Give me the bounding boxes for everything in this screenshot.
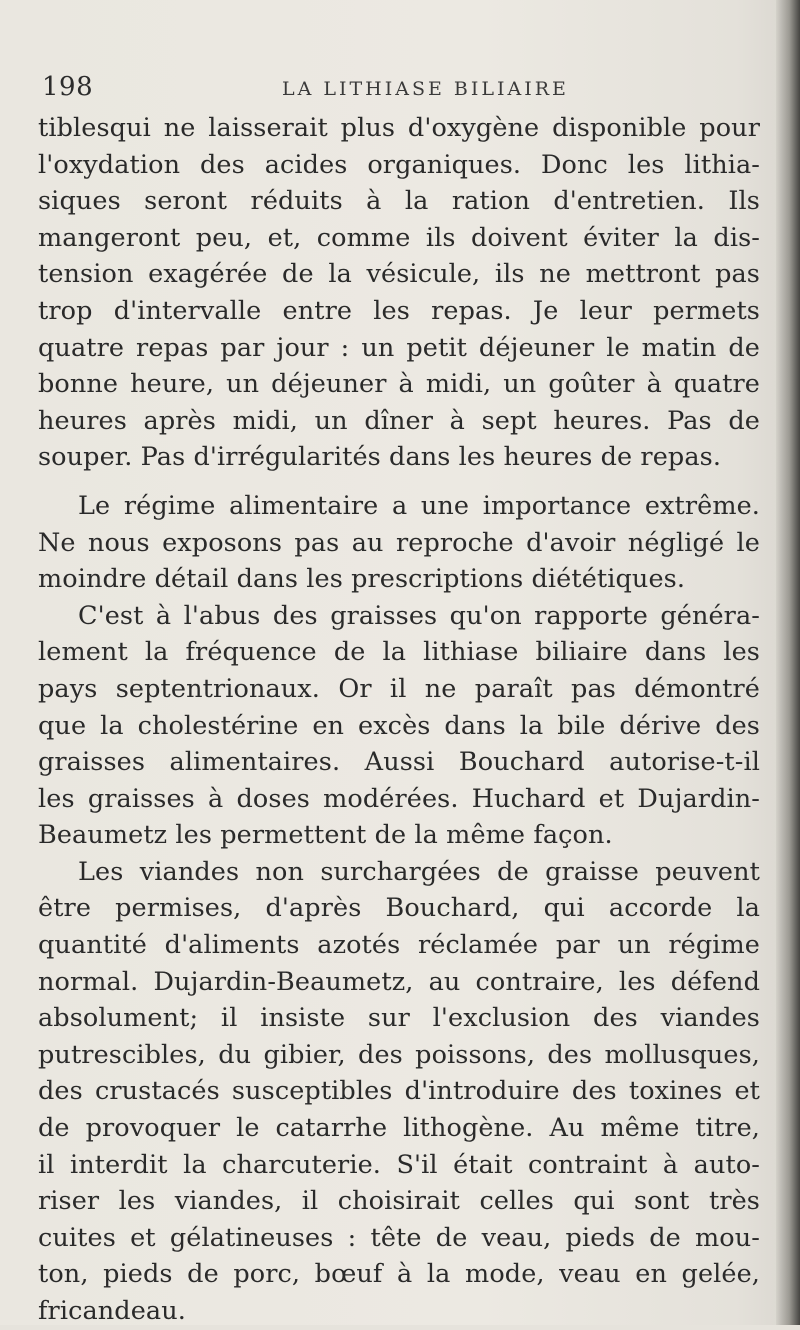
text-line: riser les viandes, il choisirait celles qui sont très	[38, 1186, 760, 1217]
paragraph-gap	[38, 476, 760, 488]
page-number: 198	[42, 72, 94, 102]
text-line: les graisses à doses modérées. Huchard et Dujardin-	[38, 783, 760, 814]
text-line: que la cholestérine en excès dans la bile dérive des	[38, 710, 760, 741]
text-line: Beaumetz les permettent de la même façon.	[38, 820, 613, 851]
text-line: normal. Dujardin-Beaumetz, au contraire, les défend	[38, 966, 760, 997]
text-line: bonne heure, un déjeuner à midi, un goûter à quatre	[38, 369, 760, 400]
text-line: heures après midi, un dîner à sept heures. Pas de	[38, 405, 760, 436]
text-line: l'oxydation des acides organiques. Donc les lithia-	[38, 149, 760, 180]
body-text	[38, 110, 760, 1330]
running-title: LA LITHIASE BILIAIRE	[282, 78, 569, 100]
text-line: C'est à l'abus des graisses qu'on rapporte généra-	[78, 600, 760, 631]
text-line: siques seront réduits à la ration d'entretien. Ils	[38, 186, 760, 217]
text-line: absolument; il insiste sur l'exclusion des viandes	[38, 1003, 760, 1034]
text-line: ton, pieds de porc, bœuf à la mode, veau en gelée,	[38, 1259, 760, 1290]
text-line: graisses alimentaires. Aussi Bouchard autorise-t-il	[38, 747, 760, 778]
text-line: souper. Pas d'irrégularités dans les heures de repas.	[38, 442, 722, 473]
text-line: Ne nous exposons pas au reproche d'avoir négligé le	[38, 527, 760, 558]
text-line: pays septentrionaux. Or il ne paraît pas démontré	[38, 673, 760, 704]
text-line: il interdit la charcuterie. S'il était contraint à auto-	[38, 1149, 760, 1180]
text-line: être permises, d'après Bouchard, qui accorde la	[38, 893, 760, 924]
text-line: fricandeau.	[38, 1296, 186, 1326]
text-line: des crustacés susceptibles d'introduire des toxines et	[38, 1076, 760, 1107]
text-line: tiblesqui ne laisserait plus d'oxygène disponible pour	[38, 113, 760, 143]
page-edge-shadow	[776, 0, 800, 1325]
text-line: mangeront peu, et, comme ils doivent éviter la dis-	[38, 222, 760, 253]
page-header	[42, 72, 762, 108]
text-line: quatre repas par jour : un petit déjeuner le matin de	[38, 332, 760, 363]
text-line: Le régime alimentaire a une importance extrême.	[78, 490, 760, 521]
text-line: cuites et gélatineuses : tête de veau, pieds de mou-	[38, 1222, 760, 1253]
text-line: lement la fréquence de la lithiase biliaire dans les	[38, 637, 760, 668]
text-line: quantité d'aliments azotés réclamée par un régime	[38, 930, 760, 961]
text-line: trop d'intervalle entre les repas. Je leur permets	[38, 295, 760, 326]
text-line: moindre détail dans les prescriptions diététiques.	[38, 564, 686, 595]
text-line: tension exagérée de la vésicule, ils ne mettront pas	[38, 259, 760, 290]
text-line: putrescibles, du gibier, des poissons, des mollusques,	[38, 1039, 760, 1070]
text-line: de provoquer le catarrhe lithogène. Au même titre,	[38, 1113, 760, 1144]
text-line: Les viandes non surchargées de graisse peuvent	[78, 856, 760, 887]
